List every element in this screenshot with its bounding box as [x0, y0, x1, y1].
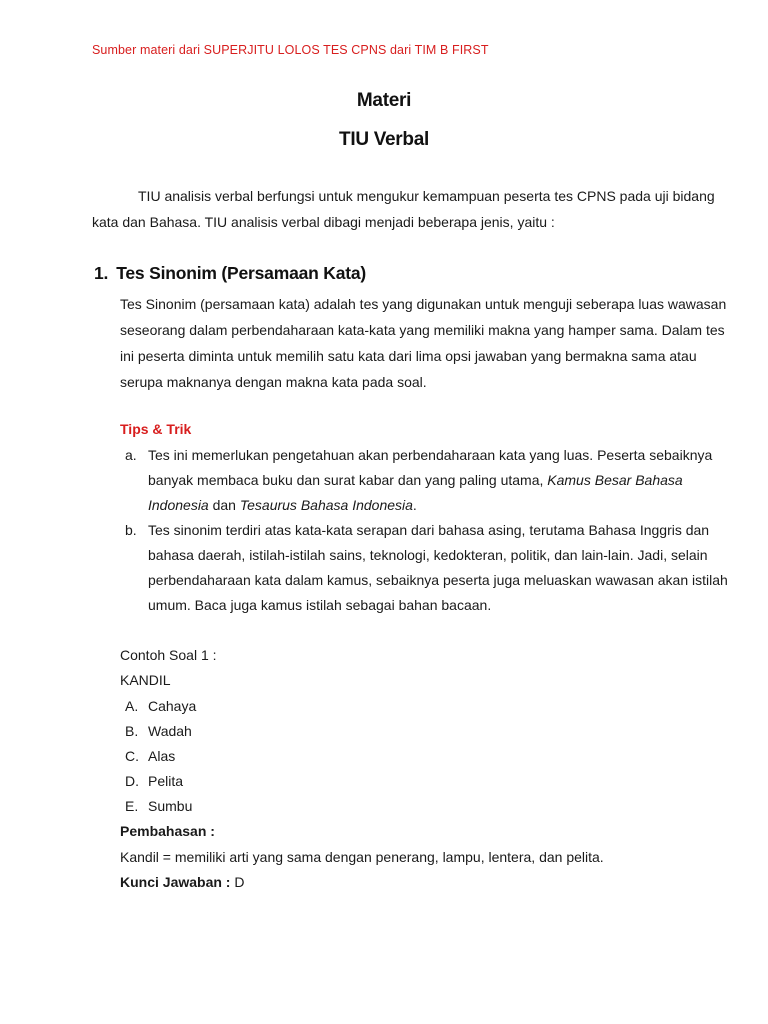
- section-line: Tes Sinonim (persamaan kata) adalah tes yang digunakan untuk menguji seberapa luas wawasan: [120, 296, 727, 312]
- answer-option: [120, 748, 175, 764]
- discussion-label: Pembahasan :: [120, 823, 215, 839]
- section-number: 1.: [94, 263, 109, 283]
- section-title: Tes Sinonim (Persamaan Kata): [116, 263, 367, 283]
- tip-marker: b.: [125, 522, 137, 538]
- option-text: Alas: [148, 748, 176, 764]
- answer-option: [120, 698, 196, 714]
- book-title: Tesaurus Bahasa Indonesia: [239, 497, 413, 513]
- answer-key-value: D: [230, 874, 245, 890]
- tip-line: Tes sinonim terdiri atas kata-kata serapan dari bahasa asing, terutama Bahasa Inggris dan: [148, 522, 710, 538]
- tip-text: banyak membaca buku dan surat kabar dan yang paling utama,: [148, 472, 548, 488]
- section-line: seseorang dalam perbendaharaan kata-kata yang memiliki makna yang hamper sama. Dalam tes: [120, 322, 725, 338]
- book-title: Indonesia: [148, 497, 209, 513]
- option-text: Pelita: [148, 773, 184, 789]
- intro-line: kata dan Bahasa. TIU analisis verbal dibagi menjadi beberapa jenis, yaitu :: [92, 214, 555, 230]
- option-letter: C.: [125, 748, 139, 764]
- option-letter: A.: [125, 698, 139, 714]
- tip-line: [148, 468, 683, 493]
- tip-marker: a.: [125, 447, 137, 463]
- document-title: Materi: [356, 90, 412, 111]
- section-line: ini peserta diminta untuk memilih satu kata dari lima opsi jawaban yang bermakna sama atau: [120, 348, 697, 364]
- intro-line: TIU analisis verbal berfungsi untuk mengukur kemampuan peserta tes CPNS pada uji bidang: [138, 188, 715, 204]
- tip-line: perbendaharaan kata dalam kamus, sebaiknya peserta juga meluaskan wawasan akan istilah: [148, 572, 728, 588]
- tip-line: Tes ini memerlukan pengetahuan akan perbendaharaan kata yang luas. Peserta sebaiknya: [148, 447, 713, 463]
- tip-text: dan: [208, 497, 240, 513]
- section-paragraph: [120, 291, 727, 395]
- example-question-word: KANDIL: [120, 672, 171, 688]
- tip-line: [148, 493, 674, 518]
- discussion-text: Kandil = memiliki arti yang sama dengan penerang, lampu, lentera, dan pelita.: [120, 849, 604, 865]
- tip-text: .: [412, 497, 417, 513]
- example-label: Contoh Soal 1 :: [120, 647, 217, 663]
- tips-heading: Tips & Trik: [120, 421, 192, 437]
- answer-option: [120, 773, 183, 789]
- option-letter: B.: [125, 723, 139, 739]
- option-text: Sumbu: [148, 798, 193, 814]
- intro-paragraph: [92, 183, 715, 235]
- section-heading: [94, 263, 366, 284]
- answer-option: [120, 798, 192, 814]
- option-text: Wadah: [148, 723, 192, 739]
- tip-line: umum. Baca juga kamus istilah sebagai bahan bacaan.: [148, 597, 492, 613]
- option-letter: E.: [125, 798, 139, 814]
- source-note: Sumber materi dari SUPERJITU LOLOS TES CPNS dari TIM B FIRST: [92, 43, 489, 57]
- section-line: serupa maknanya dengan makna kata pada soal.: [120, 374, 427, 390]
- book-title: Kamus Besar Bahasa: [547, 472, 683, 488]
- answer-option: [120, 723, 192, 739]
- answer-key-label: Kunci Jawaban :: [120, 874, 231, 890]
- tip-line: bahasa daerah, istilah-istilah sains, teknologi, kedokteran, politik, dan lain-lain. Jadi, selain: [148, 547, 708, 563]
- tip-body: [148, 443, 713, 518]
- option-text: Cahaya: [148, 698, 197, 714]
- tip-body: [148, 518, 728, 618]
- document-subtitle: TIU Verbal: [339, 129, 429, 150]
- answer-key: [120, 874, 244, 890]
- option-letter: D.: [125, 773, 139, 789]
